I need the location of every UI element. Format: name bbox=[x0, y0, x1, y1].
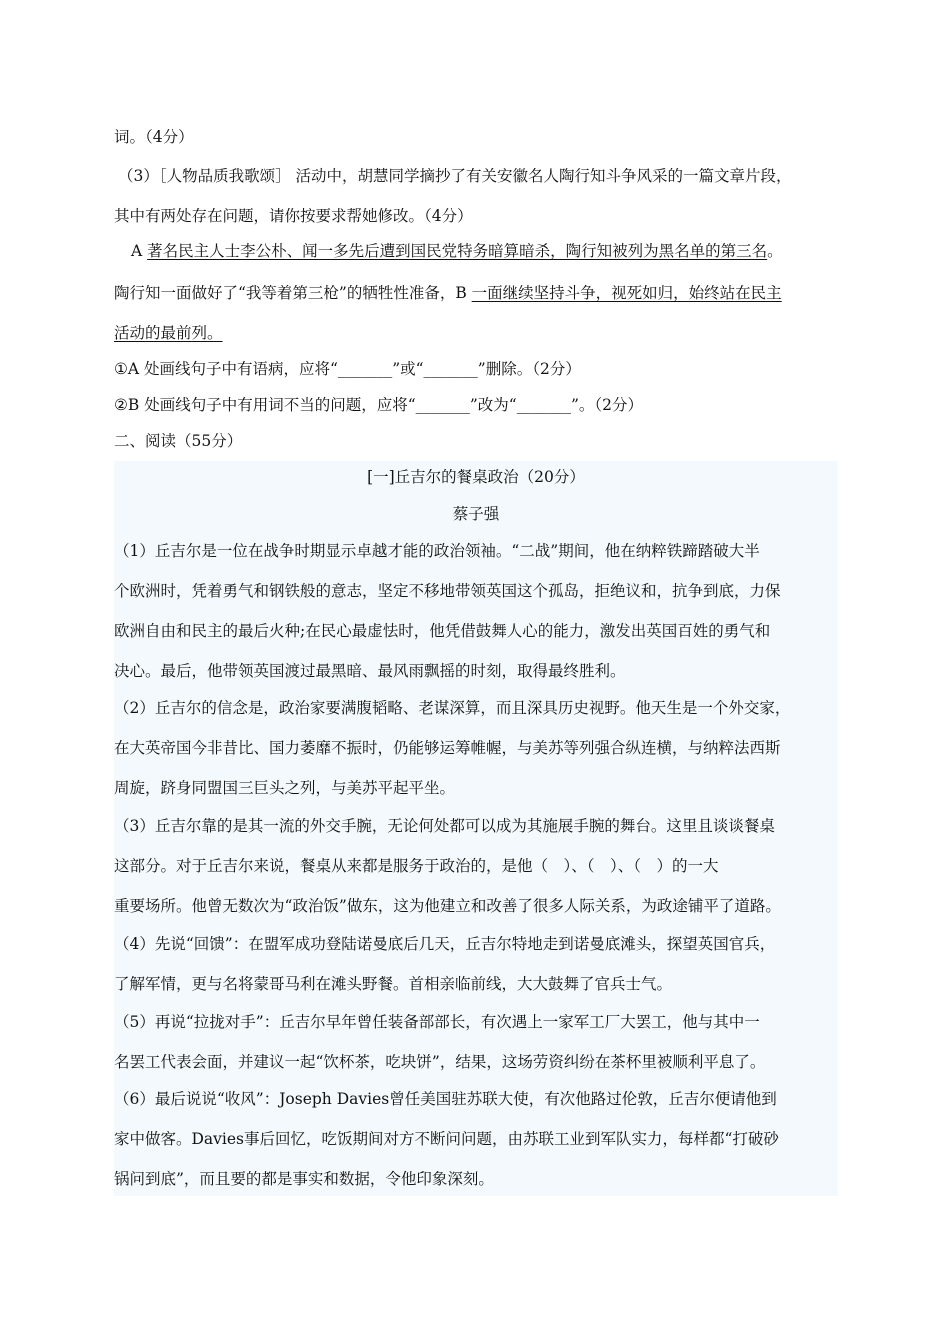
article-line: （5）再说“拉拢对手”：丘吉尔早年曾任装备部部长，有次遇上一家军工厂大罢工，他与其中一 bbox=[114, 1013, 760, 1031]
article-line: 家中做客。Davies事后回忆，吃饭期间对方不断问问题，由苏联工业到军队实力，每样都“打破砂 bbox=[114, 1130, 779, 1148]
item-a-underlined: 著名民主人士李公朴、闻一多先后遭到国民党特务暗算暗杀，陶行知被列为黑名单的第三名 bbox=[147, 242, 768, 260]
article-line: （2）丘吉尔的信念是，政治家要满腹韬略、老谋深算，而且深具历史视野。他天生是一个外交家， bbox=[114, 699, 791, 717]
section-heading: 二、阅读（55分） bbox=[114, 432, 243, 450]
article-line: 个欧洲时，凭着勇气和钢铁般的意志，坚定不移地带领英国这个孤岛，拒绝议和，抗争到底，力保 bbox=[114, 582, 781, 600]
article-line: （4）先说“回馈”：在盟军成功登陆诺曼底后几天，丘吉尔特地走到诺曼底滩头，探望英国官兵， bbox=[114, 935, 776, 953]
item-a-prefix: A bbox=[131, 242, 148, 260]
q3-intro-line2: 其中有两处存在问题，请你按要求帮她修改。（4分） bbox=[114, 207, 473, 225]
article-line: （1）丘吉尔是一位在战争时期显示卓越才能的政治领袖。“二战”期间，他在纳粹铁蹄踏破大半 bbox=[114, 542, 760, 560]
q3-intro-line1: （3）［人物品质我歌颂］ 活动中，胡慧同学摘抄了有关安徽名人陶行知斗争风采的一篇文章片段， bbox=[118, 167, 792, 185]
q3-line0: 词。（4分） bbox=[114, 128, 194, 146]
item-a-suffix: 。 bbox=[767, 242, 783, 260]
q3-item-a bbox=[131, 241, 783, 261]
item-b-underlined-2: 活动的最前列。 bbox=[114, 324, 223, 342]
article-line: 这部分。对于丘吉尔来说，餐桌从来都是服务于政治的，是他（ ）、（ ）、（ ）的一大 bbox=[114, 857, 719, 875]
item-b-underlined-1: 一面继续坚持斗争，视死如归，始终站在民主 bbox=[471, 284, 782, 302]
article-line: 了解军情，更与名将蒙哥马利在滩头野餐。首相亲临前线，大大鼓舞了官兵士气。 bbox=[114, 975, 673, 993]
article-line: 重要场所。他曾无数次为“政治饭”做东，这为他建立和改善了很多人际关系，为政途铺平了道路。 bbox=[114, 897, 781, 915]
article-title: [一]丘吉尔的餐桌政治（20分） bbox=[367, 468, 585, 486]
article-line: （3）丘吉尔靠的是其一流的外交手腕，无论何处都可以成为其施展手腕的舞台。这里且谈谈餐桌 bbox=[114, 817, 775, 835]
q3-item-b-line2 bbox=[114, 323, 223, 343]
article-line: 周旋，跻身同盟国三巨头之列，与美苏平起平坐。 bbox=[114, 779, 456, 797]
q3-item-b-line1 bbox=[114, 283, 782, 303]
q3-subquestion-1: ①A 处画线句子中有语病，应将“_______”或“_______”删除。（2分） bbox=[114, 360, 581, 378]
item-b-prefix: 陶行知一面做好了“我等着第三枪”的牺牲性准备，B bbox=[114, 284, 472, 302]
article-author: 蔡子强 bbox=[452, 505, 500, 523]
article-line: 名罢工代表会面，并建议一起“饮杯茶，吃块饼”，结果，这场劳资纠纷在茶杯里被顺利平息了。 bbox=[114, 1053, 766, 1071]
article-line: （6）最后说说“收风”：Joseph Davies曾任美国驻苏联大使，有次他路过伦敦，丘吉尔便请他到 bbox=[114, 1090, 777, 1108]
article-line: 决心。最后，他带领英国渡过最黑暗、最风雨飘摇的时刻，取得最终胜利。 bbox=[114, 662, 626, 680]
article-line: 在大英帝国今非昔比、国力萎靡不振时，仍能够运筹帷幄，与美苏等列强合纵连横，与纳粹法西斯 bbox=[114, 739, 781, 757]
q3-subquestion-2: ②B 处画线句子中有用词不当的问题，应将“_______”改为“_______”。（2分） bbox=[114, 396, 644, 414]
article-line: 欧洲自由和民主的最后火种;在民心最虚怯时，他凭借鼓舞人心的能力，激发出英国百姓的勇气和 bbox=[114, 622, 771, 640]
article-line: 锅问到底”，而且要的都是事实和数据，令他印象深刻。 bbox=[114, 1170, 494, 1188]
